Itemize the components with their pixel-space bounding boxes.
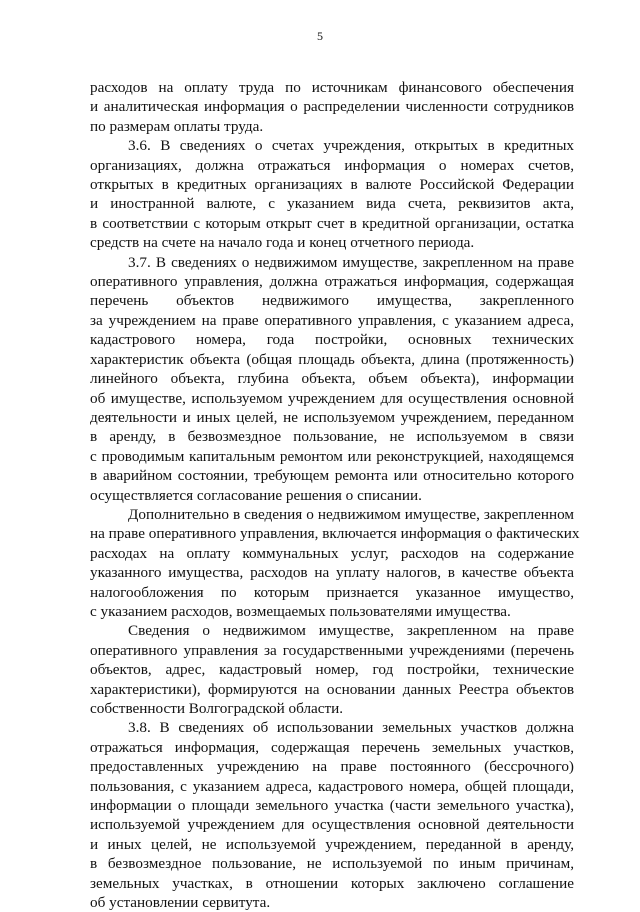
text-line: оперативного управления, должна отражаться информация, содержащая <box>90 273 574 291</box>
paragraph <box>90 136 574 252</box>
text-line: земельных участках, в отношении которых заключено соглашение <box>90 874 574 892</box>
paragraph <box>90 505 580 621</box>
document-body <box>90 78 580 912</box>
text-line: Дополнительно в сведения о недвижимом имуществе, закрепленном <box>128 505 574 523</box>
text-line: собственности Волгоградской области. <box>90 700 344 717</box>
paragraph <box>90 78 574 136</box>
text-line: информации о площади земельного участка (части земельного участка), <box>90 797 574 815</box>
text-line: 3.8. В сведениях об использовании земельных участков должна <box>128 719 574 737</box>
paragraph <box>90 718 574 912</box>
text-line: пользования, с указанием адреса, кадастрового номера, общей площади, <box>90 777 574 795</box>
text-line: предоставленных учреждению на праве постоянного (бессрочного) <box>90 758 574 776</box>
page-number: 5 <box>317 29 323 43</box>
text-line: объектов, адрес, кадастровый номер, год постройки, технические <box>90 661 574 679</box>
text-line: деятельности и иных целей, не используемом учреждением, переданном <box>90 408 574 426</box>
text-line: характеристик объекта (общая площадь объекта, длина (протяженность) <box>90 350 574 368</box>
text-line: в соответствии с которым открыт счет в кредитной организации, остатка <box>90 214 574 232</box>
paragraph <box>90 253 574 505</box>
text-line: открытых в кредитных организациях в валюте Российской Федерации <box>90 176 574 194</box>
text-line: с проводимым капитальным ремонтом или реконструкцией, находящемся <box>90 447 574 465</box>
text-line: на праве оперативного управления, включается информация о фактических <box>90 525 580 543</box>
text-line: 3.6. В сведениях о счетах учреждения, открытых в кредитных <box>128 137 574 155</box>
text-line: расходах на оплату коммунальных услуг, расходов на содержание <box>90 544 574 562</box>
text-line: отражаться информация, содержащая перечень земельных участков, <box>90 738 574 756</box>
text-line: Сведения о недвижимом имуществе, закрепленном на праве <box>128 622 574 640</box>
text-line: и иных целей, не используемой учреждением, переданной в аренду, <box>90 835 574 853</box>
text-line: в аренду, в безвозмездное пользование, не используемом в связи <box>90 428 574 446</box>
text-line: 3.7. В сведениях о недвижимом имуществе, закрепленном на праве <box>128 253 574 271</box>
text-line: в безвозмездное пользование, не используемой по иным причинам, <box>90 855 574 873</box>
text-line: кадастрового номера, года постройки, основных технических <box>90 331 574 349</box>
text-line: с указанием расходов, возмещаемых пользователями имущества. <box>90 602 511 620</box>
text-line: налогообложения по которым признается указанное имущество, <box>90 583 574 601</box>
text-line: перечень объектов недвижимого имущества, закрепленного <box>90 292 574 310</box>
text-line: об установлении сервитута. <box>90 894 271 912</box>
text-line: средств на счете на начало года и конец отчетного периода. <box>90 234 475 252</box>
text-line: об имуществе, используемом учреждением для осуществления основной <box>90 389 574 407</box>
text-line: и аналитическая информация о распределении численности сотрудников <box>90 98 574 116</box>
text-line: осуществляется согласование решения о списании. <box>90 486 422 504</box>
text-line: по размерам оплаты труда. <box>90 117 264 135</box>
text-line: расходов на оплату труда по источникам финансового обеспечения <box>90 79 574 96</box>
text-line: за учреждением на праве оперативного управления, с указанием адреса, <box>90 311 574 329</box>
text-line: оперативного управления за государственными учреждениями (перечень <box>90 641 574 659</box>
text-line: характеристики), формируются на основании данных Реестра объектов <box>90 680 574 698</box>
text-line: используемой учреждением для осуществления основной деятельности <box>90 816 574 834</box>
text-line: указанного имущества, расходов на уплату налогов, в качестве объекта <box>90 564 574 582</box>
text-line: в аварийном состоянии, требующем ремонта или относительно которого <box>90 467 574 485</box>
text-line: организациях, должна отражаться информация о номерах счетов, <box>90 156 574 174</box>
text-line: и иностранной валюте, с указанием вида счета, реквизитов акта, <box>90 195 574 213</box>
paragraph <box>90 621 574 718</box>
text-line: линейного объекта, глубина объекта, объем объекта), информации <box>90 370 574 388</box>
